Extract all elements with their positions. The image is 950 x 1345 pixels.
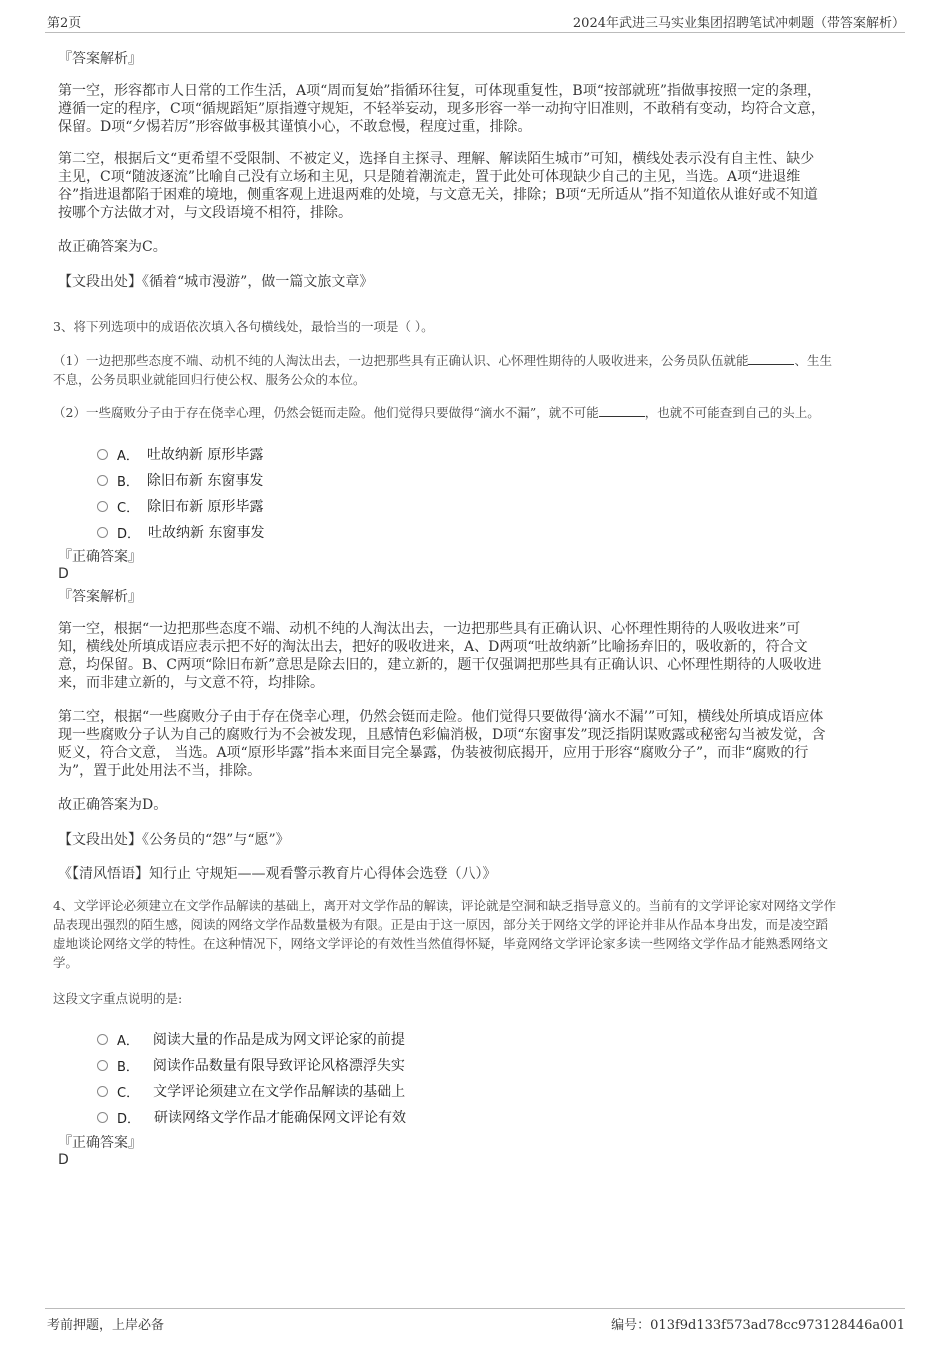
radio-icon[interactable]	[97, 449, 108, 460]
radio-icon[interactable]	[97, 475, 108, 486]
q3-stem: 3、将下列选项中的成语依次填入各句横线处，最恰当的一项是（ ）。	[53, 319, 434, 334]
q4-option-b[interactable]: B． 阅读作品数量有限导致评论风格漂浮失实	[97, 1052, 406, 1078]
q3-related-link[interactable]: 《【清风悟语】知行止 守规矩——观看警示教育片心得体会选登（八）》	[58, 866, 497, 882]
q3-analysis-p1: 第一空，根据“一边把那些态度不端、动机不纯的人淘汰出去，一边把那些具有正确认识、心怀理性期待的人吸收进来”可 知，横线处所填成语应表示把不好的淘汰出去，把好的吸收进来，A、D两项“吐故纳新”比喻扬弃旧的，吸收新的，符合文 意，均保留。B、C两项“除旧布新”意思是除去旧的，建立新的，题干仅强调把那些具有正确认识、心怀理性期待的人吸收进 来，而非建立新的，与文意不符，均排除。	[58, 621, 822, 691]
radio-icon[interactable]	[97, 527, 108, 538]
q4-correct-label: 『正确答案』	[58, 1135, 142, 1151]
q2-analysis-p1: 第一空，形容都市人日常的工作生活，A项“周而复始”指循环往复，可体现重复性，B项“按部就班”指做事按照一定的条理， 遵循一定的程序，C项“循规蹈矩”原指遵守规矩，不轻举妄动，现多形容一举一动拘守旧准则，不敢稍有变动，均符合文意， 保留。D项“夕惕若厉”形容做事极其谨慎小心，不敢怠慢，程度过重，排除。	[58, 83, 826, 135]
footer-divider	[45, 1308, 905, 1309]
q3-analysis-p2: 第二空，根据“一些腐败分子由于存在侥幸心理，仍然会铤而走险。他们觉得只要做得‘滴水不漏’”可知，横线处所填成语应体 现一些腐败分子认为自己的腐败行为不会被发现，且感情色彩偏消极，D项“东窗事发”现泛指阴谋败露或秘密勾当被发觉，含 贬义，符合文意， 当选。A项“原形毕露”指本来面目完全暴露，伪装被彻底揭开，应用于形容“腐败分子”，而非“腐败的行 为”，置于此处用法不当，排除。	[58, 709, 826, 779]
document-title: 2024年武进三马实业集团招聘笔试冲刺题（带答案解析）	[572, 16, 905, 31]
q3-option-a[interactable]: A． 吐故纳新 原形毕露	[97, 441, 264, 467]
q4-stem: 4、文学评论必须建立在文学作品解读的基础上，离开对文学作品的解读，评论就是空洞和缺乏指导意义的。当前有的文学评论家对网络文学作 品表现出强烈的陌生感，阅读的网络文学作品数量极为有限。正是由于这一原因，部分关于网络文学的评论并非从作品本身出发，而是凌空蹈 虚地谈论网络文学的特性。在这种情况下，网络文学评论的有效性当然值得怀疑，毕竟网络文学评论家多读一些网络文学作品才能熟悉网络文 学。	[53, 898, 836, 970]
q4-question: 这段文字重点说明的是:	[53, 991, 183, 1006]
q3-option-d[interactable]: D． 吐故纳新 东窗事发	[97, 519, 264, 545]
q3-correct-answer: D	[58, 566, 69, 582]
radio-icon[interactable]	[97, 1060, 108, 1071]
q4-correct-answer: D	[58, 1152, 69, 1168]
page-number: 第2页	[47, 16, 82, 31]
q2-conclusion: 故正确答案为C。	[58, 239, 167, 255]
q3-sentence-2: （2）一些腐败分子由于存在侥幸心理，仍然会铤而走险。他们觉得只要做得“滴水不漏”，就不可能 ，也就不可能查到自己的头上。	[53, 405, 820, 420]
q3-option-b[interactable]: B． 除旧布新 东窗事发	[97, 467, 264, 493]
q2-source: 【文段出处】《循着“城市漫游”，做一篇文旅文章》	[58, 274, 374, 290]
footer-slogan: 考前押题，上岸必备	[47, 1318, 165, 1333]
q2-analysis-p2: 第二空，根据后文“更希望不受限制、不被定义，选择自主探寻、理解、解读陌生城市”可知，横线处表示没有自主性、缺少 主见，C项“随波逐流”比喻自己没有立场和主见，只是随着潮流走，置于此处可体现缺少自己的主见，当选。A项“进退维 谷”指进退都陷于困难的境地，侧重客观上进退两难的处境，与文意无关，排除；B项“无所适从”指不知道依从谁好或不知道 按哪个方法做才对，与文段语境不相符，排除。	[58, 151, 818, 221]
radio-icon[interactable]	[97, 501, 108, 512]
q3-sentence-1: （1）一边把那些态度不端、动机不纯的人淘汰出去，一边把那些具有正确认识、心怀理性期待的人吸收进来，公务员队伍就能 、生生 不息，公务员职业就能回归行使公权、服务公众的本位。	[53, 353, 832, 387]
q4-option-d[interactable]: D． 研读网络文学作品才能确保网文评论有效	[97, 1104, 406, 1130]
q4-option-a[interactable]: A． 阅读大量的作品是成为网文评论家的前提	[97, 1026, 406, 1052]
radio-icon[interactable]	[97, 1112, 108, 1123]
header-divider	[45, 32, 905, 33]
q4-option-c[interactable]: C． 文学评论须建立在文学作品解读的基础上	[97, 1078, 406, 1104]
radio-icon[interactable]	[97, 1086, 108, 1097]
q3-conclusion: 故正确答案为D。	[58, 797, 168, 813]
q4-options	[97, 1026, 406, 1130]
fill-blank	[748, 352, 794, 365]
fill-blank	[599, 404, 645, 417]
document-id: 编号：013f9d133f573ad78cc973128446a001	[611, 1318, 905, 1333]
q2-analysis-label: 『答案解析』	[58, 51, 142, 67]
q3-correct-label: 『正确答案』	[58, 549, 142, 565]
q3-options	[97, 441, 264, 545]
q3-analysis-label: 『答案解析』	[58, 589, 142, 605]
q3-source: 【文段出处】《公务员的“怨”与“愿”》	[58, 832, 290, 848]
q3-option-c[interactable]: C． 除旧布新 原形毕露	[97, 493, 264, 519]
radio-icon[interactable]	[97, 1034, 108, 1045]
